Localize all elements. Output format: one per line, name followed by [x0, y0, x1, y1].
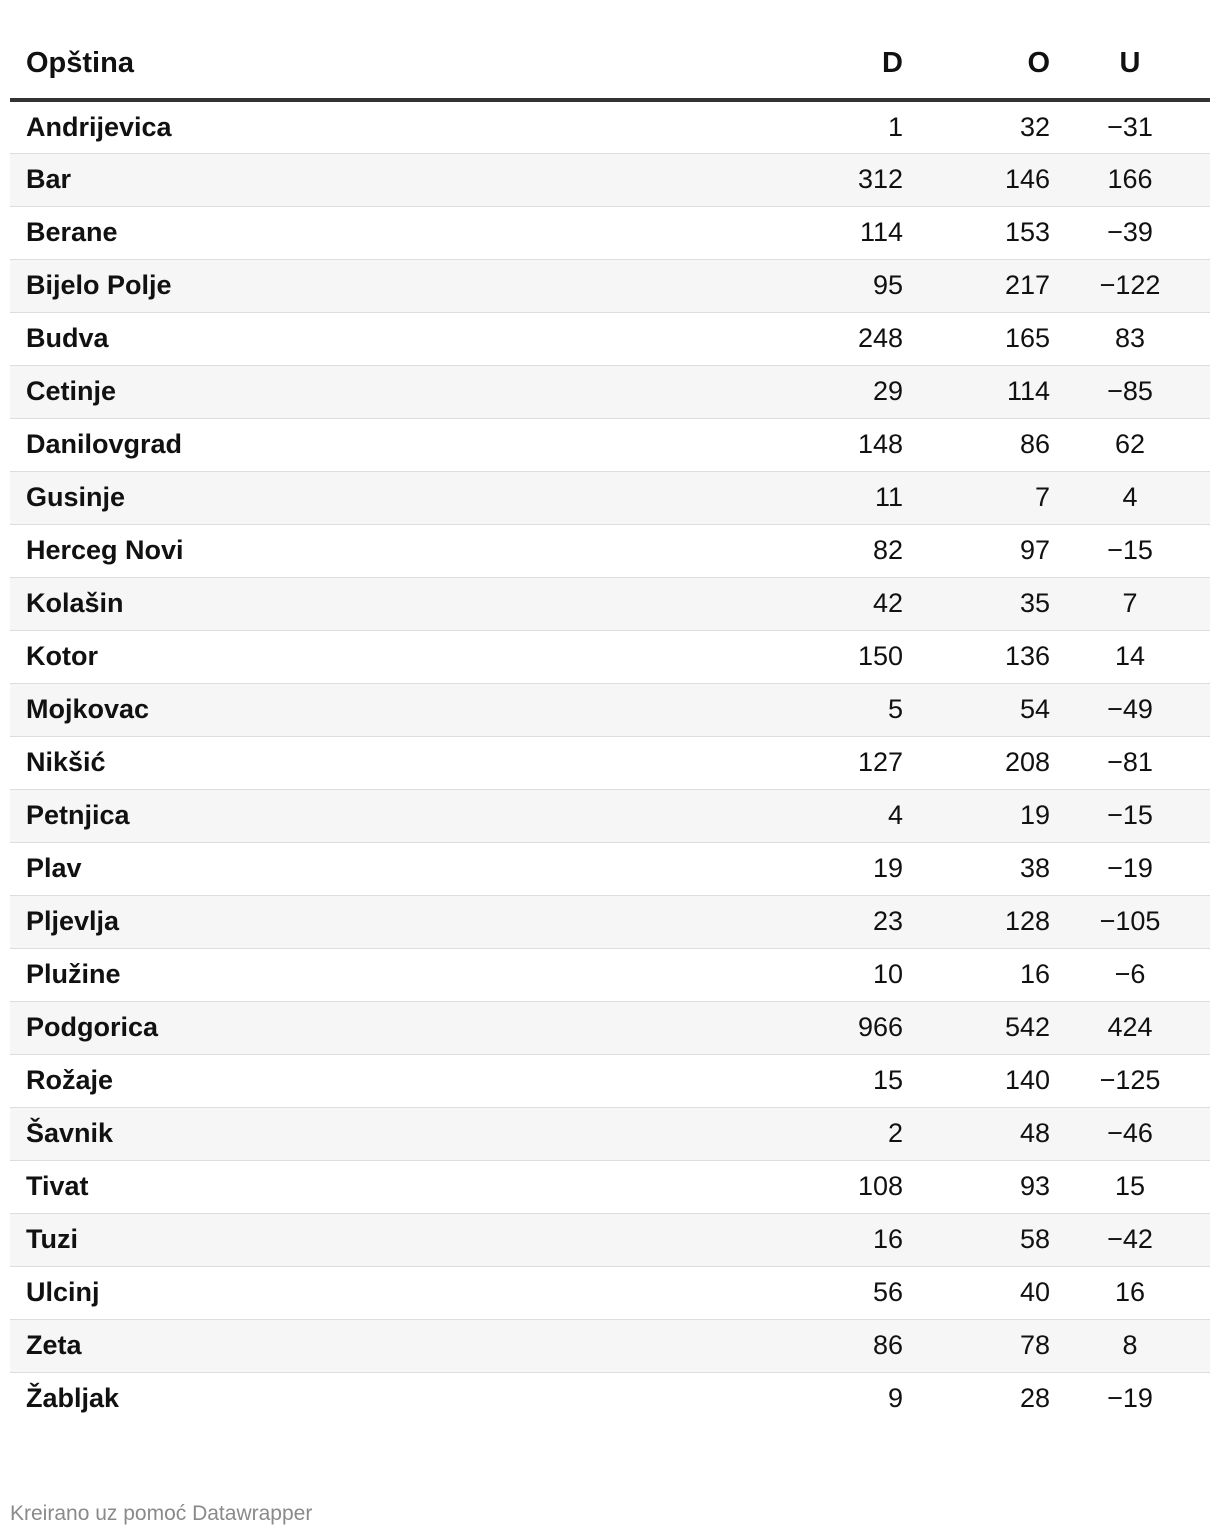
cell-d: 56 — [750, 1266, 903, 1319]
cell-o: 54 — [903, 683, 1050, 736]
cell-o: 136 — [903, 630, 1050, 683]
cell-u: 7 — [1050, 577, 1210, 630]
table-row — [10, 842, 1210, 895]
table-row — [10, 1319, 1210, 1372]
cell-u: −85 — [1050, 365, 1210, 418]
cell-municipality: Gusinje — [10, 471, 750, 524]
cell-o: 16 — [903, 948, 1050, 1001]
table-row — [10, 365, 1210, 418]
table-row — [10, 471, 1210, 524]
cell-u: −19 — [1050, 842, 1210, 895]
cell-municipality: Petnjica — [10, 789, 750, 842]
table-row — [10, 153, 1210, 206]
cell-municipality: Cetinje — [10, 365, 750, 418]
municipality-table — [10, 28, 1210, 1425]
cell-o: 165 — [903, 312, 1050, 365]
cell-o: 40 — [903, 1266, 1050, 1319]
cell-municipality: Tivat — [10, 1160, 750, 1213]
cell-municipality: Andrijevica — [10, 100, 750, 153]
cell-municipality: Rožaje — [10, 1054, 750, 1107]
cell-d: 16 — [750, 1213, 903, 1266]
cell-o: 35 — [903, 577, 1050, 630]
cell-o: 208 — [903, 736, 1050, 789]
cell-o: 217 — [903, 259, 1050, 312]
cell-u: −105 — [1050, 895, 1210, 948]
cell-d: 114 — [750, 206, 903, 259]
cell-municipality: Herceg Novi — [10, 524, 750, 577]
cell-u: −31 — [1050, 100, 1210, 153]
cell-u: 166 — [1050, 153, 1210, 206]
table-row — [10, 1054, 1210, 1107]
cell-d: 23 — [750, 895, 903, 948]
cell-municipality: Šavnik — [10, 1107, 750, 1160]
cell-d: 108 — [750, 1160, 903, 1213]
cell-municipality: Pljevlja — [10, 895, 750, 948]
cell-municipality: Bar — [10, 153, 750, 206]
cell-o: 7 — [903, 471, 1050, 524]
table-row — [10, 312, 1210, 365]
cell-u: 16 — [1050, 1266, 1210, 1319]
cell-d: 11 — [750, 471, 903, 524]
cell-d: 127 — [750, 736, 903, 789]
cell-o: 32 — [903, 100, 1050, 153]
cell-u: −125 — [1050, 1054, 1210, 1107]
cell-u: −6 — [1050, 948, 1210, 1001]
cell-u: −39 — [1050, 206, 1210, 259]
cell-o: 58 — [903, 1213, 1050, 1266]
table-row — [10, 895, 1210, 948]
table-row — [10, 418, 1210, 471]
cell-u: 4 — [1050, 471, 1210, 524]
cell-municipality: Tuzi — [10, 1213, 750, 1266]
cell-municipality: Mojkovac — [10, 683, 750, 736]
cell-municipality: Berane — [10, 206, 750, 259]
cell-municipality: Plav — [10, 842, 750, 895]
cell-municipality: Plužine — [10, 948, 750, 1001]
table-row — [10, 630, 1210, 683]
cell-municipality: Budva — [10, 312, 750, 365]
cell-d: 82 — [750, 524, 903, 577]
table-body — [10, 100, 1210, 1425]
cell-d: 966 — [750, 1001, 903, 1054]
cell-d: 248 — [750, 312, 903, 365]
cell-o: 140 — [903, 1054, 1050, 1107]
cell-o: 542 — [903, 1001, 1050, 1054]
cell-o: 78 — [903, 1319, 1050, 1372]
cell-u: 14 — [1050, 630, 1210, 683]
table-row — [10, 736, 1210, 789]
cell-u: −42 — [1050, 1213, 1210, 1266]
cell-o: 93 — [903, 1160, 1050, 1213]
cell-d: 86 — [750, 1319, 903, 1372]
cell-municipality: Podgorica — [10, 1001, 750, 1054]
cell-d: 42 — [750, 577, 903, 630]
cell-d: 148 — [750, 418, 903, 471]
table-row — [10, 1107, 1210, 1160]
cell-o: 128 — [903, 895, 1050, 948]
cell-o: 153 — [903, 206, 1050, 259]
table-header-row — [10, 28, 1210, 100]
table-row — [10, 1160, 1210, 1213]
cell-o: 38 — [903, 842, 1050, 895]
cell-d: 150 — [750, 630, 903, 683]
cell-d: 312 — [750, 153, 903, 206]
cell-d: 10 — [750, 948, 903, 1001]
cell-u: 62 — [1050, 418, 1210, 471]
data-table-container — [10, 28, 1210, 1425]
table-row — [10, 259, 1210, 312]
cell-u: 15 — [1050, 1160, 1210, 1213]
cell-o: 19 — [903, 789, 1050, 842]
cell-o: 97 — [903, 524, 1050, 577]
cell-u: −81 — [1050, 736, 1210, 789]
cell-u: −46 — [1050, 1107, 1210, 1160]
credit-text: Kreirano uz pomoć Datawrapper — [10, 1502, 313, 1525]
cell-municipality: Kotor — [10, 630, 750, 683]
column-header-o[interactable]: O — [903, 28, 1050, 100]
cell-o: 48 — [903, 1107, 1050, 1160]
cell-d: 1 — [750, 100, 903, 153]
cell-u: −15 — [1050, 524, 1210, 577]
table-row — [10, 948, 1210, 1001]
cell-municipality: Nikšić — [10, 736, 750, 789]
cell-d: 4 — [750, 789, 903, 842]
cell-o: 28 — [1019, 1383, 1050, 1414]
cell-municipality: Bijelo Polje — [10, 259, 750, 312]
cell-d: 29 — [750, 365, 903, 418]
cell-u: 83 — [1050, 312, 1210, 365]
cell-o: 146 — [903, 153, 1050, 206]
cell-d: 95 — [750, 259, 903, 312]
cell-municipality: Danilovgrad — [10, 418, 750, 471]
table-row — [10, 1372, 1210, 1425]
table-row — [10, 206, 1210, 259]
cell-o: 86 — [903, 418, 1050, 471]
cell-municipality: Ulcinj — [10, 1266, 750, 1319]
cell-d: 5 — [750, 683, 903, 736]
cell-u: −15 — [1050, 789, 1210, 842]
cell-u: −19 — [1107, 1383, 1153, 1414]
table-row — [10, 100, 1210, 153]
cell-d: 19 — [750, 842, 903, 895]
table-row — [10, 789, 1210, 842]
table-row — [10, 1213, 1210, 1266]
table-row — [10, 1001, 1210, 1054]
table-row — [10, 524, 1210, 577]
cell-d: 15 — [750, 1054, 903, 1107]
cell-d: 2 — [750, 1107, 903, 1160]
cell-municipality: Kolašin — [10, 577, 750, 630]
cell-o: 114 — [903, 365, 1050, 418]
cell-u: −122 — [1050, 259, 1210, 312]
column-header-d[interactable]: D — [750, 28, 903, 100]
table-row — [10, 1266, 1210, 1319]
column-header-u[interactable]: U — [1050, 28, 1210, 100]
cell-d: 9 — [887, 1383, 903, 1414]
cell-u: −49 — [1050, 683, 1210, 736]
table-row — [10, 683, 1210, 736]
column-header-opstina[interactable]: Opština — [10, 28, 750, 100]
cell-municipality: Žabljak — [26, 1383, 120, 1414]
cell-municipality: Zeta — [10, 1319, 750, 1372]
cell-u: 424 — [1050, 1001, 1210, 1054]
table-row — [10, 577, 1210, 630]
cell-u: 8 — [1050, 1319, 1210, 1372]
